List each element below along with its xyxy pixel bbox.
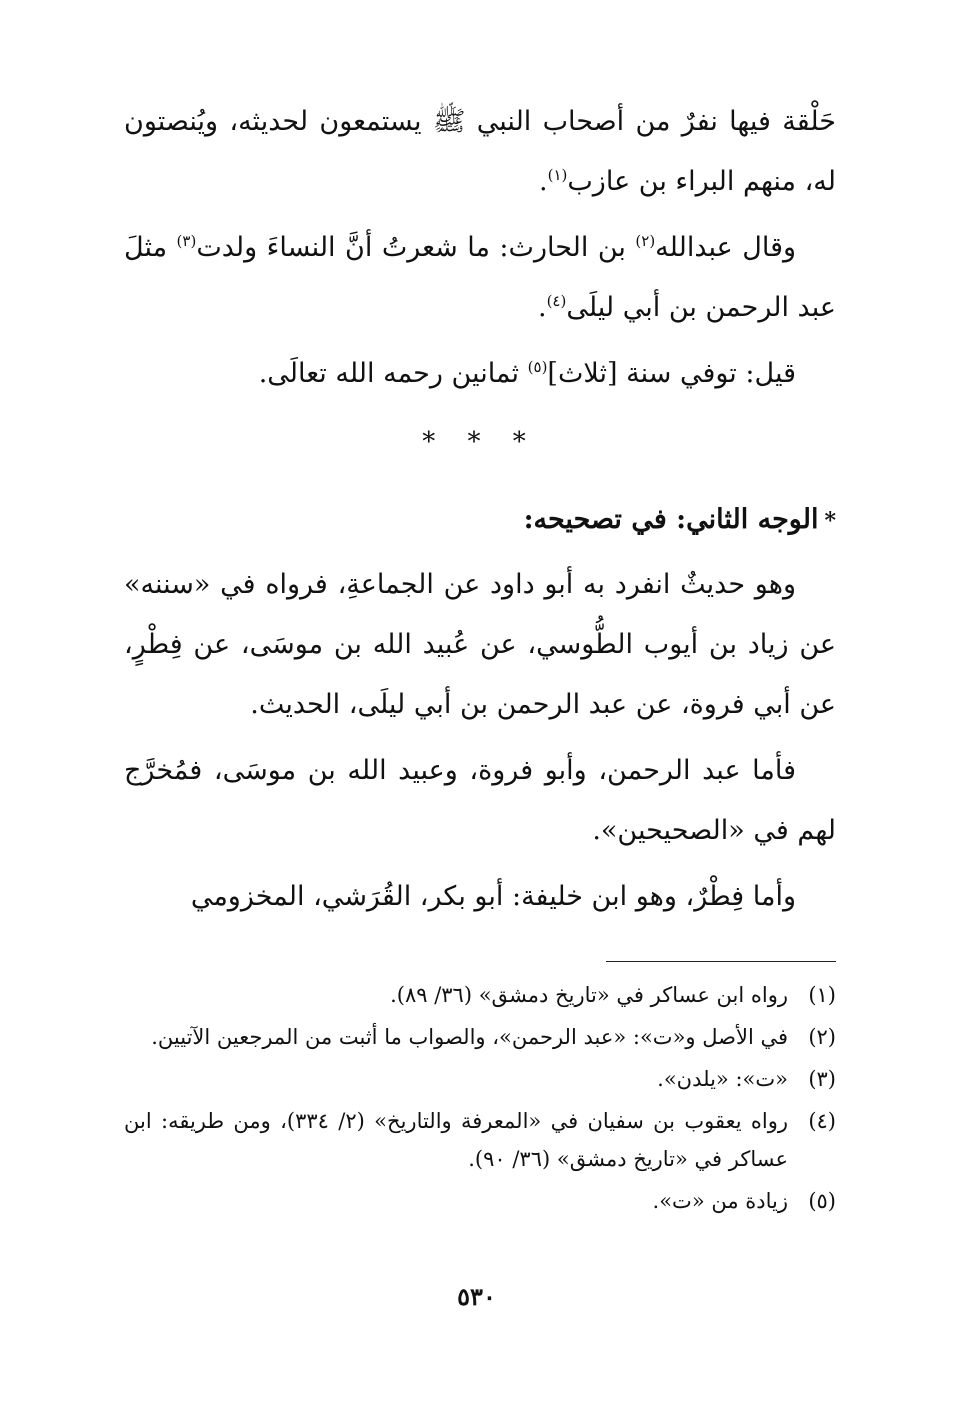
section-separator: * * * [422,427,538,457]
paragraph-1 [124,92,836,212]
footnote-item [124,1182,836,1220]
footnote-number: (١) [808,983,836,1007]
footnote-number: (٣) [808,1067,836,1091]
heading-text: الوجه الثاني: في تصحيحه: [523,504,819,535]
footnote-item [124,1102,836,1178]
section-heading [124,490,836,551]
paragraph-3-text-b: ثمانين رحمه الله تعالَى. [258,358,528,389]
footnote-number: (٤) [808,1109,836,1133]
footnote-ref-1[interactable]: (١) [547,166,568,184]
footnote-text: في الأصل و«ت»: «عبد الرحمن»، والصواب ما أثبت من المرجعين الآتيين. [151,1025,788,1049]
page-number: ٥٣٠ [457,1282,496,1311]
footnote-ref-3[interactable]: (٣) [176,232,197,250]
paragraph-3 [124,344,836,404]
footnote-ref-4[interactable]: (٤) [546,292,567,310]
paragraph-2-end: . [537,292,547,323]
paragraph-6: وأما فِطْرٌ، وهو ابن خليفة: أبو بكر، القُرَشي، المخزومي [190,881,796,912]
footnote-number: (٥) [808,1189,836,1213]
footnote-text: رواه يعقوب بن سفيان في «المعرفة والتاريخ» (٢/ ٣٣٤)، ومن طريقه: ابن عساكر في «تاريخ دمشق» (٣٦/ ٩٠). [124,1109,788,1171]
footnote-item [124,1060,836,1098]
paragraph-1-end: . [539,166,548,197]
paragraph-2-text-c: مثلَ عبد الرحمن بن أبي ليلَى [124,232,836,323]
paragraph-2 [124,218,836,338]
footnote-number: (٢) [808,1025,836,1049]
paragraph-1-text: حَلْقة فيها نفرٌ من أصحاب النبي ﷺ يستمعون لحديثه، ويُنصتون له، منهم البراء بن عازب [124,106,836,197]
paragraph-3-text-a: قيل: توفي سنة [ثلاث] [547,358,796,389]
page-content [124,92,836,1352]
paragraph-2-text-b: بن الحارث: ما شعرتُ أنَّ النساءَ ولدت [196,232,636,263]
paragraph-4: وهو حديثٌ انفرد به أبو داود عن الجماعةِ، فرواه في «سننه» عن زياد بن أيوب الطُّوسي، عن عُبيد الله بن موسَى، عن فِطْرٍ، عن أبي فروة، عن عبد الرحمن بن أبي ليلَى، الحديث. [124,569,836,720]
footnote-ref-5[interactable]: (٥) [527,358,548,376]
footnote-text: رواه ابن عساكر في «تاريخ دمشق» (٣٦/ ٨٩). [390,983,788,1007]
footnote-text: زيادة من «ت». [652,1189,788,1213]
footnote-item [124,976,836,1014]
footnote-divider [606,961,836,962]
heading-bullet: * [824,508,836,534]
footnote-ref-2[interactable]: (٢) [635,232,656,250]
paragraph-5: فأما عبد الرحمن، وأبو فروة، وعبيد الله بن موسَى، فمُخرَّج لهم في «الصحيحين». [124,755,836,846]
footnote-item [124,1018,836,1056]
footnotes [124,976,836,1220]
paragraph-2-text-a: وقال عبدالله [655,232,797,263]
footnote-text: «ت»: «يلدن». [657,1067,788,1091]
